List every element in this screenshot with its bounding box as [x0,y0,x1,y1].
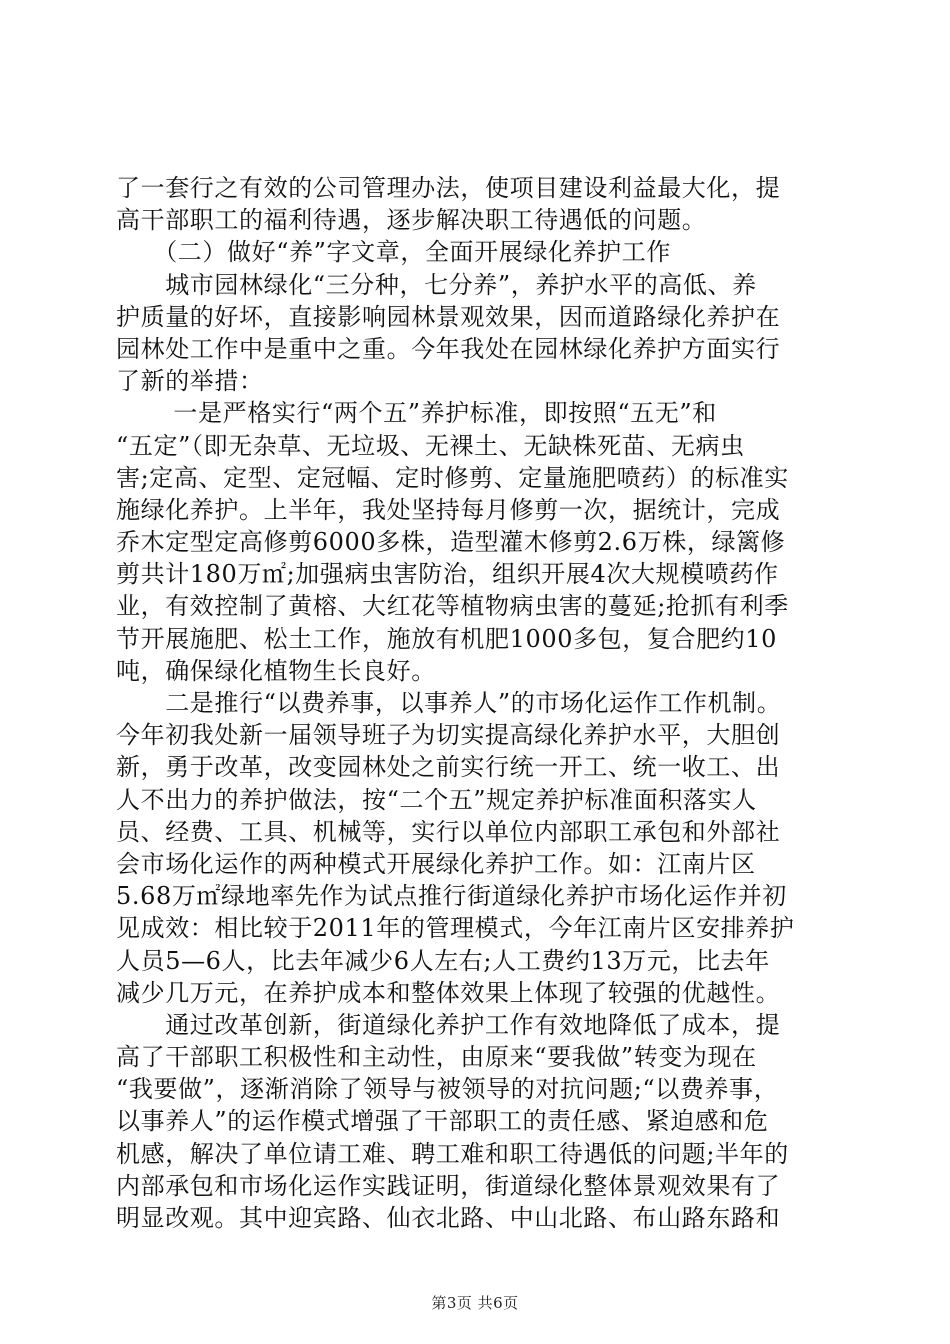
text-line: 会市场化运作的两种模式开展绿化养护工作。如：江南片区 [116,849,756,878]
text-line: 机感，解决了单位请工难、聘工难和职工待遇低的问题;半年的 [116,1139,789,1168]
page-number-footer: 第3页 共6页 [431,1294,519,1312]
text-line: 乔木定型定高修剪6000多株，造型灌木修剪2.6万株，绿篱修 [116,528,786,557]
section-heading: （二）做好“养”字文章，全面开展绿化养护工作 [116,238,671,267]
text-line: 一是严格实行“两个五”养护标准，即按照“五无”和 [116,399,717,428]
text-line: 减少几万元，在养护成本和整体效果上体现了较强的优越性。 [116,978,781,1007]
text-line: 剪共计180万㎡;加强病虫害防治，组织开展4次大规模喷药作 [116,560,779,589]
text-line: 护质量的好坏，直接影响园林景观效果，因而道路绿化养护在 [116,302,781,331]
text-line: 内部承包和市场化运作实践证明，街道绿化整体景观效果有了 [116,1171,781,1200]
document-body [116,172,836,1234]
text-line: 明显改观。其中迎宾路、仙衣北路、中山北路、布山路东路和 [116,1204,781,1232]
text-line: 了新的举措： [116,367,264,396]
text-line: 以事养人”的运作模式增强了干部职工的责任感、紧迫感和危 [116,1107,769,1136]
text-line: “五定”（即无杂草、无垃圾、无裸土、无缺株死苗、无病虫 [116,431,745,460]
text-line: 害;定高、定型、定冠幅、定时修剪、定量施肥喷药）的标准实 [116,463,789,492]
text-line: 高干部职工的福利待遇，逐步解决职工待遇低的问题。 [116,206,707,235]
text-line: 见成效：相比较于2011年的管理模式，今年江南片区安排养护 [116,914,795,943]
text-line: 节开展施肥、松土工作，施放有机肥1000多包，复合肥约10 [116,624,778,653]
text-line: 二是推行“以费养事，以事养人”的市场化运作工作机制。 [116,689,782,717]
text-line: 新，勇于改革，改变园林处之前实行统一开工、统一收工、出 [116,753,781,782]
text-line: 施绿化养护。上半年，我处坚持每月修剪一次，据统计，完成 [116,495,781,524]
text-line: 今年初我处新一届领导班子为切实提高绿化养护水平，大胆创 [116,721,781,750]
text-line: 吨，确保绿化植物生长良好。 [116,656,436,685]
text-line: 了一套行之有效的公司管理办法，使项目建设利益最大化，提 [116,174,781,202]
text-line: 园林处工作中是重中之重。今年我处在园林绿化养护方面实行 [116,334,781,363]
text-line: 5.68万㎡绿地率先作为试点推行街道绿化养护市场化运作并初 [116,882,787,911]
text-line: 员、经费、工具、机械等，实行以单位内部职工承包和外部社 [116,817,781,846]
text-line: 人员5—6人，比去年减少6人左右;人工费约13万元，比去年 [116,946,770,975]
text-line: 通过改革创新，街道绿化养护工作有效地降低了成本，提 [116,1010,781,1039]
text-line: 业，有效控制了黄榕、大红花等植物病虫害的蔓延;抢抓有利季 [116,592,789,621]
text-line: 高了干部职工积极性和主动性，由原来“要我做”转变为现在 [116,1043,757,1072]
text-line: 人不出力的养护做法，按“二个五”规定养护标准面积落实人 [116,785,757,814]
text-line: 城市园林绿化“三分种，七分养”，养护水平的高低、养 [116,270,757,299]
text-line: “我要做”，逐渐消除了领导与被领导的对抗问题;“以费养事， [116,1075,779,1104]
